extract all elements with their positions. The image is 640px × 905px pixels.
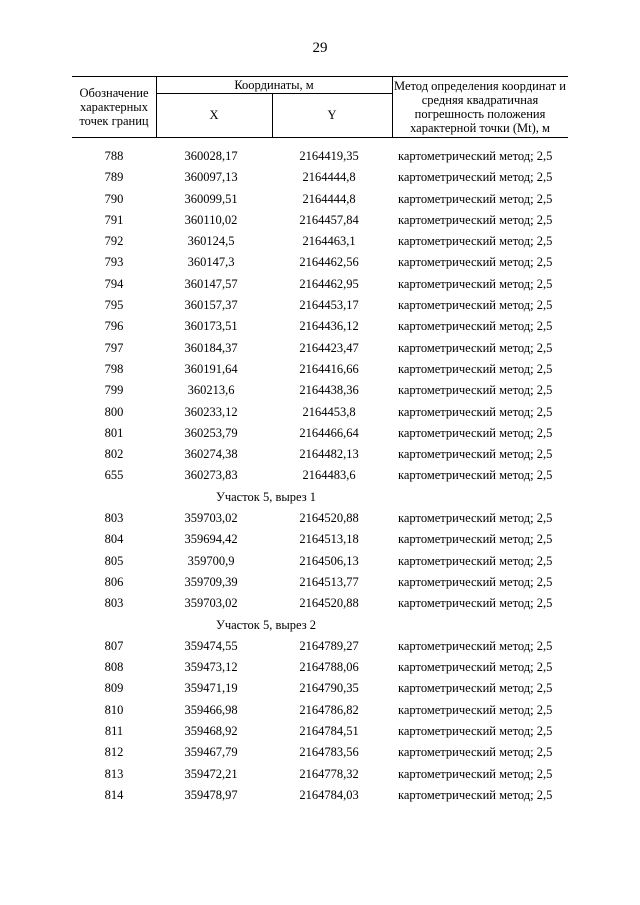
table-row (72, 551, 568, 572)
y-cell: 2164788,06 (299, 660, 359, 675)
table-row (72, 338, 568, 359)
table-row (72, 764, 568, 785)
method-cell: картометрический метод; 2,5 (398, 596, 553, 611)
y-cell: 2164790,35 (299, 681, 359, 696)
x-cell: 359468,92 (184, 724, 238, 739)
y-cell: 2164784,03 (299, 787, 359, 802)
x-cell: 359473,12 (184, 660, 238, 675)
table-row (72, 785, 568, 806)
method-cell: картометрический метод; 2,5 (398, 319, 553, 334)
x-cell: 359472,21 (184, 766, 238, 781)
method-cell: картометрический метод; 2,5 (398, 745, 553, 760)
point-cell: 797 (104, 340, 124, 355)
x-cell: 359466,98 (184, 702, 238, 717)
y-cell: 2164463,1 (302, 234, 356, 249)
table-row (72, 167, 568, 188)
x-cell: 360099,51 (184, 191, 238, 206)
point-cell: 803 (104, 511, 124, 526)
y-cell: 2164436,12 (299, 319, 359, 334)
y-cell: 2164513,18 (299, 532, 359, 547)
method-cell: картометрический метод; 2,5 (398, 638, 553, 653)
point-cell: 792 (104, 234, 124, 249)
x-cell: 360147,3 (187, 255, 235, 270)
x-cell: 359709,39 (184, 574, 238, 589)
table-row (72, 593, 568, 614)
point-cell: 795 (104, 298, 124, 313)
x-cell: 360173,51 (184, 319, 238, 334)
point-cell: 791 (104, 212, 124, 227)
x-cell: 359467,79 (184, 745, 238, 760)
method-cell: картометрический метод; 2,5 (398, 681, 553, 696)
y-cell: 2164453,8 (302, 404, 356, 419)
table-row (72, 529, 568, 550)
method-cell: картометрический метод; 2,5 (398, 361, 553, 376)
table-row (72, 508, 568, 529)
table-row (72, 742, 568, 763)
point-cell: 804 (104, 532, 124, 547)
method-cell: картометрический метод; 2,5 (398, 468, 553, 483)
x-cell: 360273,83 (184, 468, 238, 483)
y-cell: 2164482,13 (299, 447, 359, 462)
point-cell: 806 (104, 574, 124, 589)
method-cell: картометрический метод; 2,5 (398, 255, 553, 270)
point-cell: 801 (104, 425, 124, 440)
table-row (72, 636, 568, 657)
table-row (72, 444, 568, 465)
method-cell: картометрический метод; 2,5 (398, 276, 553, 291)
table-row (72, 721, 568, 742)
method-cell: картометрический метод; 2,5 (398, 425, 553, 440)
y-cell: 2164520,88 (299, 511, 359, 526)
coordinates-table-body (72, 146, 568, 806)
y-cell: 2164786,82 (299, 702, 359, 717)
y-cell: 2164438,36 (299, 383, 359, 398)
x-cell: 359700,9 (187, 553, 235, 568)
point-cell: 799 (104, 383, 124, 398)
method-cell: картометрический метод; 2,5 (398, 212, 553, 227)
y-cell: 2164423,47 (299, 340, 359, 355)
y-cell: 2164520,88 (299, 596, 359, 611)
point-cell: 807 (104, 638, 124, 653)
method-cell: картометрический метод; 2,5 (398, 553, 553, 568)
table-row (72, 189, 568, 210)
x-cell: 360233,12 (184, 404, 238, 419)
point-cell: 796 (104, 319, 124, 334)
y-cell: 2164457,84 (299, 212, 359, 227)
table-row (72, 700, 568, 721)
y-cell: 2164778,32 (299, 766, 359, 781)
table-row (72, 402, 568, 423)
method-cell: картометрический метод; 2,5 (398, 298, 553, 313)
header-y: Y (327, 108, 337, 122)
y-cell: 2164483,6 (302, 468, 356, 483)
point-cell: 813 (104, 766, 124, 781)
point-cell: 805 (104, 553, 124, 568)
header-coordinates: Координаты, м (234, 78, 314, 92)
x-cell: 359694,42 (184, 532, 238, 547)
point-cell: 793 (104, 255, 124, 270)
x-cell: 359478,97 (184, 787, 238, 802)
y-cell: 2164462,56 (299, 255, 359, 270)
table-row (72, 231, 568, 252)
method-cell: картометрический метод; 2,5 (398, 574, 553, 589)
method-cell: картометрический метод; 2,5 (398, 787, 553, 802)
x-cell: 360110,02 (184, 212, 238, 227)
method-cell: картометрический метод; 2,5 (398, 660, 553, 675)
table-row (72, 316, 568, 337)
method-cell: картометрический метод; 2,5 (398, 532, 553, 547)
header-x: X (209, 108, 219, 122)
point-cell: 808 (104, 660, 124, 675)
method-cell: картометрический метод; 2,5 (398, 447, 553, 462)
table-row (72, 572, 568, 593)
y-cell: 2164506,13 (299, 553, 359, 568)
point-cell: 788 (104, 149, 124, 163)
x-cell: 360274,38 (184, 447, 238, 462)
page-number: 29 (312, 40, 328, 56)
y-cell: 2164466,64 (299, 425, 359, 440)
table-row (72, 146, 568, 167)
y-cell: 2164462,95 (299, 276, 359, 291)
x-cell: 360184,37 (184, 340, 238, 355)
y-cell: 2164783,56 (299, 745, 359, 760)
method-cell: картометрический метод; 2,5 (398, 170, 553, 185)
point-cell: 798 (104, 361, 124, 376)
method-cell: картометрический метод; 2,5 (398, 511, 553, 526)
table-row (72, 423, 568, 444)
y-cell: 2164789,27 (299, 638, 359, 653)
point-cell: 814 (104, 787, 124, 802)
x-cell: 360097,13 (184, 170, 238, 185)
point-cell: 794 (104, 276, 124, 291)
y-cell: 2164513,77 (299, 574, 359, 589)
y-cell: 2164444,8 (302, 191, 356, 206)
point-cell: 810 (104, 702, 124, 717)
y-cell: 2164784,51 (299, 724, 359, 739)
point-cell: 800 (104, 404, 124, 419)
method-cell: картометрический метод; 2,5 (398, 383, 553, 398)
table-row (72, 465, 568, 486)
method-cell: картометрический метод; 2,5 (398, 340, 553, 355)
table-header (72, 76, 568, 138)
y-cell: 2164416,66 (299, 361, 359, 376)
method-cell: картометрический метод; 2,5 (398, 766, 553, 781)
x-cell: 360124,5 (187, 234, 235, 249)
point-cell: 811 (104, 724, 124, 739)
point-cell: 655 (104, 468, 124, 483)
x-cell: 360147,57 (184, 276, 238, 291)
x-cell: 360191,64 (184, 361, 238, 376)
header-point-designation: Обозначение характерных точек границ (79, 86, 149, 128)
table-row (72, 678, 568, 699)
x-cell: 360213,6 (187, 383, 235, 398)
point-cell: 809 (104, 681, 124, 696)
table-row (72, 359, 568, 380)
x-cell: 360253,79 (184, 425, 238, 440)
x-cell: 360028,17 (184, 149, 238, 163)
method-cell: картометрический метод; 2,5 (398, 149, 553, 163)
x-cell: 359703,02 (184, 596, 238, 611)
y-cell: 2164453,17 (299, 298, 359, 313)
x-cell: 359471,19 (184, 681, 238, 696)
table-row (72, 252, 568, 273)
x-cell: 360157,37 (184, 298, 238, 313)
header-method: Метод определения координат и средняя квадратичная погрешность положения характерной точки (Mt), м (394, 79, 566, 135)
x-cell: 359703,02 (184, 511, 238, 526)
table-row (72, 380, 568, 401)
table-row (72, 210, 568, 231)
y-cell: 2164419,35 (299, 149, 359, 163)
method-cell: картометрический метод; 2,5 (398, 702, 553, 717)
y-cell: 2164444,8 (302, 170, 356, 185)
x-cell: 359474,55 (184, 638, 238, 653)
method-cell: картометрический метод; 2,5 (398, 191, 553, 206)
method-cell: картометрический метод; 2,5 (398, 724, 553, 739)
point-cell: 790 (104, 191, 124, 206)
point-cell: 802 (104, 447, 124, 462)
method-cell: картометрический метод; 2,5 (398, 234, 553, 249)
table-row (72, 295, 568, 316)
point-cell: 789 (104, 170, 124, 185)
section-heading: Участок 5, вырез 2 (215, 617, 317, 632)
table-row (72, 657, 568, 678)
point-cell: 812 (104, 745, 124, 760)
table-row (72, 274, 568, 295)
section-heading: Участок 5, вырез 1 (215, 489, 317, 504)
point-cell: 803 (104, 596, 124, 611)
method-cell: картометрический метод; 2,5 (398, 404, 553, 419)
